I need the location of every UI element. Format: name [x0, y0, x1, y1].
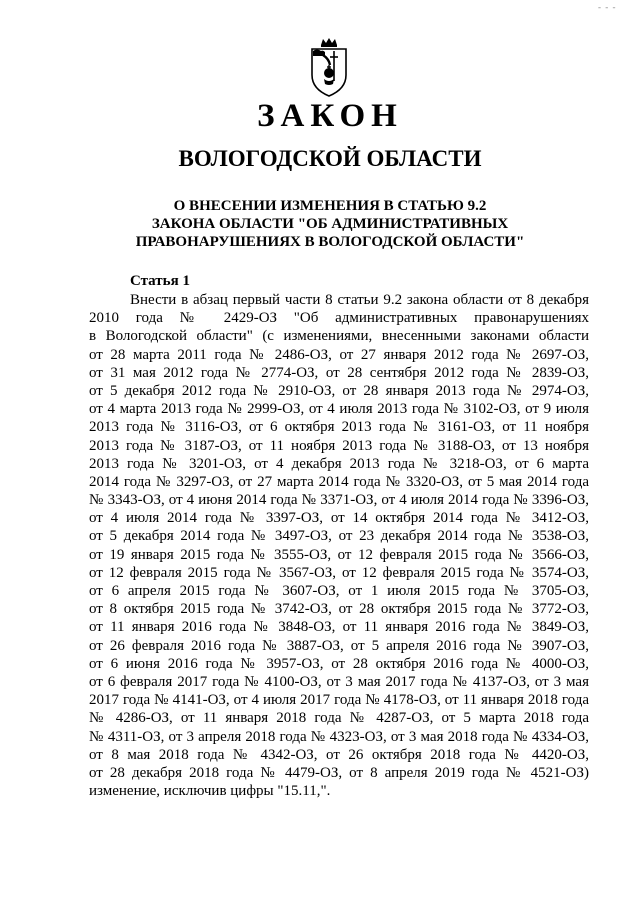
- document-subtitle: ВОЛОГОДСКОЙ ОБЛАСТИ: [178, 146, 482, 171]
- body-line: от 11 января 2016 года № 3848-ОЗ, от 11 января 2016 года № 3849-ОЗ,: [89, 619, 589, 636]
- body-line: 2013 года № 3187-ОЗ, от 11 ноября 2013 года № 3188-ОЗ, от 13 ноября: [89, 437, 589, 454]
- coat-of-arms-icon: [303, 37, 355, 99]
- body-line: 2010 года № 2429-ОЗ "Об административных правонарушениях: [89, 310, 589, 327]
- body-line: от 8 октября 2015 года № 3742-ОЗ, от 28 октября 2015 года № 3772-ОЗ,: [89, 601, 589, 618]
- heading-line: ПРАВОНАРУШЕНИЯХ В ВОЛОГОДСКОЙ ОБЛАСТИ": [135, 234, 525, 250]
- body-line: 2017 года № 4141-ОЗ, от 4 июля 2017 года № 4178-ОЗ, от 11 января 2018 года: [89, 692, 589, 709]
- corner-mark: - - -: [598, 2, 617, 12]
- body-line: в Вологодской области" (с изменениями, внесенными законами области: [89, 328, 589, 345]
- body-line: от 6 февраля 2017 года № 4100-ОЗ, от 3 мая 2017 года № 4137-ОЗ, от 3 мая: [89, 673, 589, 690]
- document-title: ЗАКОН: [257, 98, 403, 134]
- body-line: от 26 февраля 2016 года № 3887-ОЗ, от 5 апреля 2016 года № 3907-ОЗ,: [89, 637, 589, 654]
- body-line: от 4 июля 2014 года № 3397-ОЗ, от 14 октября 2014 года № 3412-ОЗ,: [89, 510, 589, 527]
- body-line: от 4 марта 2013 года № 2999-ОЗ, от 4 июля 2013 года № 3102-ОЗ, от 9 июля: [89, 401, 589, 418]
- body-line: от 6 апреля 2015 года № 3607-ОЗ, от 1 июля 2015 года № 3705-ОЗ,: [89, 583, 589, 599]
- heading-line: О ВНЕСЕНИИ ИЗМЕНЕНИЯ В СТАТЬЮ 9.2: [173, 198, 487, 214]
- body-line: от 12 февраля 2015 года № 3567-ОЗ, от 12 февраля 2015 года № 3574-ОЗ,: [89, 564, 589, 581]
- law-heading: [0, 197, 640, 251]
- body-line: от 5 декабря 2014 года № 3497-ОЗ, от 23 декабря 2014 года № 3538-ОЗ,: [89, 528, 589, 545]
- body-line: 2013 года № 3201-ОЗ, от 4 декабря 2013 года № 3218-ОЗ, от 6 марта: [89, 455, 589, 472]
- body-line: № 4311-ОЗ, от 3 апреля 2018 года № 4323-ОЗ, от 3 мая 2018 года № 4334-ОЗ,: [89, 728, 589, 745]
- body-line: от 28 марта 2011 года № 2486-ОЗ, от 27 января 2012 года № 2697-ОЗ,: [89, 346, 589, 363]
- body-line: 2013 года № 3116-ОЗ, от 6 октября 2013 года № 3161-ОЗ, от 11 ноября: [89, 419, 589, 436]
- body-line: от 19 января 2015 года № 3555-ОЗ, от 12 февраля 2015 года № 3566-ОЗ,: [89, 546, 589, 563]
- body-line: от 31 мая 2012 года № 2774-ОЗ, от 28 сентября 2012 года № 2839-ОЗ,: [89, 364, 589, 381]
- body-line: от 8 мая 2018 года № 4342-ОЗ, от 26 октября 2018 года № 4420-ОЗ,: [89, 746, 589, 763]
- body-line: от 5 декабря 2012 года № 2910-ОЗ, от 28 января 2013 года № 2974-ОЗ,: [89, 382, 589, 399]
- body-line: изменение, исключив цифры "15.11,".: [89, 783, 331, 800]
- article-title: Статья 1: [130, 273, 190, 289]
- body-line: 2014 года № 3297-ОЗ, от 27 марта 2014 года № 3320-ОЗ, от 5 мая 2014 года: [89, 473, 589, 490]
- body-line: Внести в абзац первый части 8 статьи 9.2 закона области от 8 декабря: [130, 292, 589, 308]
- heading-line: ЗАКОНА ОБЛАСТИ "ОБ АДМИНИСТРАТИВНЫХ: [151, 216, 509, 232]
- article-body: [89, 291, 589, 800]
- body-line: № 3343-ОЗ, от 4 июня 2014 года № 3371-ОЗ, от 4 июля 2014 года № 3396-ОЗ,: [89, 492, 589, 509]
- body-line: от 28 декабря 2018 года № 4479-ОЗ, от 8 апреля 2019 года № 4521-ОЗ): [89, 764, 589, 781]
- body-line: № 4286-ОЗ, от 11 января 2018 года № 4287-ОЗ, от 5 марта 2018 года: [89, 710, 589, 727]
- body-line: от 6 июня 2016 года № 3957-ОЗ, от 28 октября 2016 года № 4000-ОЗ,: [89, 655, 589, 672]
